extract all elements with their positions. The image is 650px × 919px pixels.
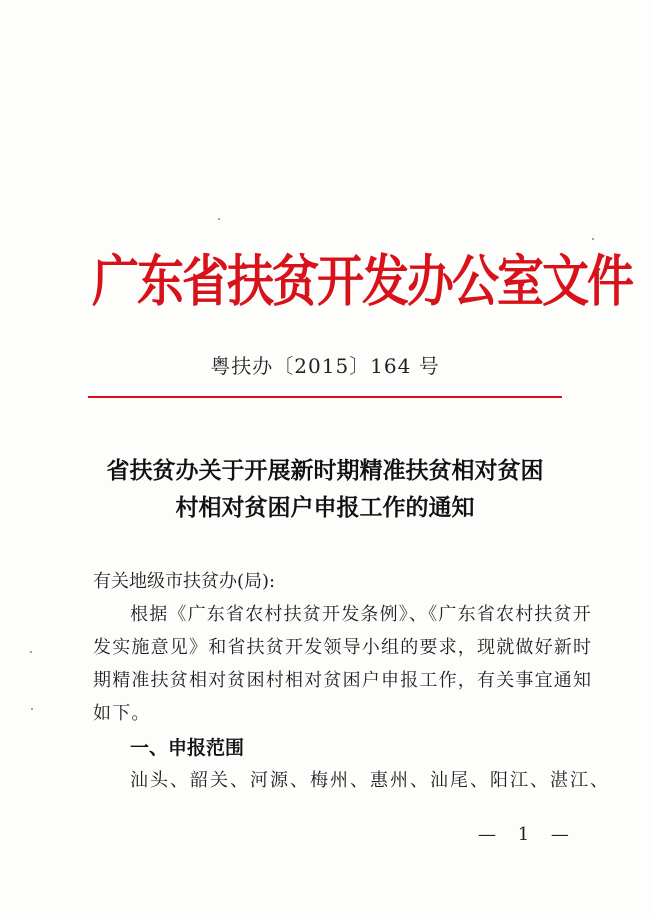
issuing-office-header: 广东省扶贫开发办公室文件 <box>92 249 632 315</box>
red-divider-line <box>88 396 562 398</box>
body-line: 根据《广东省农村扶贫开发条例》、《广东省农村扶贫开 <box>130 604 592 625</box>
document-number: 粤扶办〔2015〕164 号 <box>210 354 440 378</box>
body-line: 期精准扶贫相对贫困村相对贫困户申报工作，有关事宜通知 <box>93 670 593 691</box>
section-heading: 一、申报范围 <box>130 737 245 759</box>
notice-title-line-1: 省扶贫办关于开展新时期精准扶贫相对贫困 <box>106 458 544 484</box>
scan-speck <box>218 218 220 220</box>
salutation: 有关地级市扶贫办(局): <box>93 571 276 592</box>
scan-speck <box>31 708 33 710</box>
page-number: — 1 — <box>478 824 577 845</box>
scan-speck <box>30 651 32 653</box>
body-line: 如下。 <box>93 703 151 724</box>
body-line: 汕头、韶关、河源、梅州、惠州、汕尾、阳江、湛江、 <box>130 770 610 791</box>
body-line: 发实施意见》和省扶贫开发领导小组的要求，现就做好新时 <box>93 637 593 658</box>
scan-speck <box>592 238 594 240</box>
notice-title-line-2: 村相对贫困户申报工作的通知 <box>175 495 475 521</box>
